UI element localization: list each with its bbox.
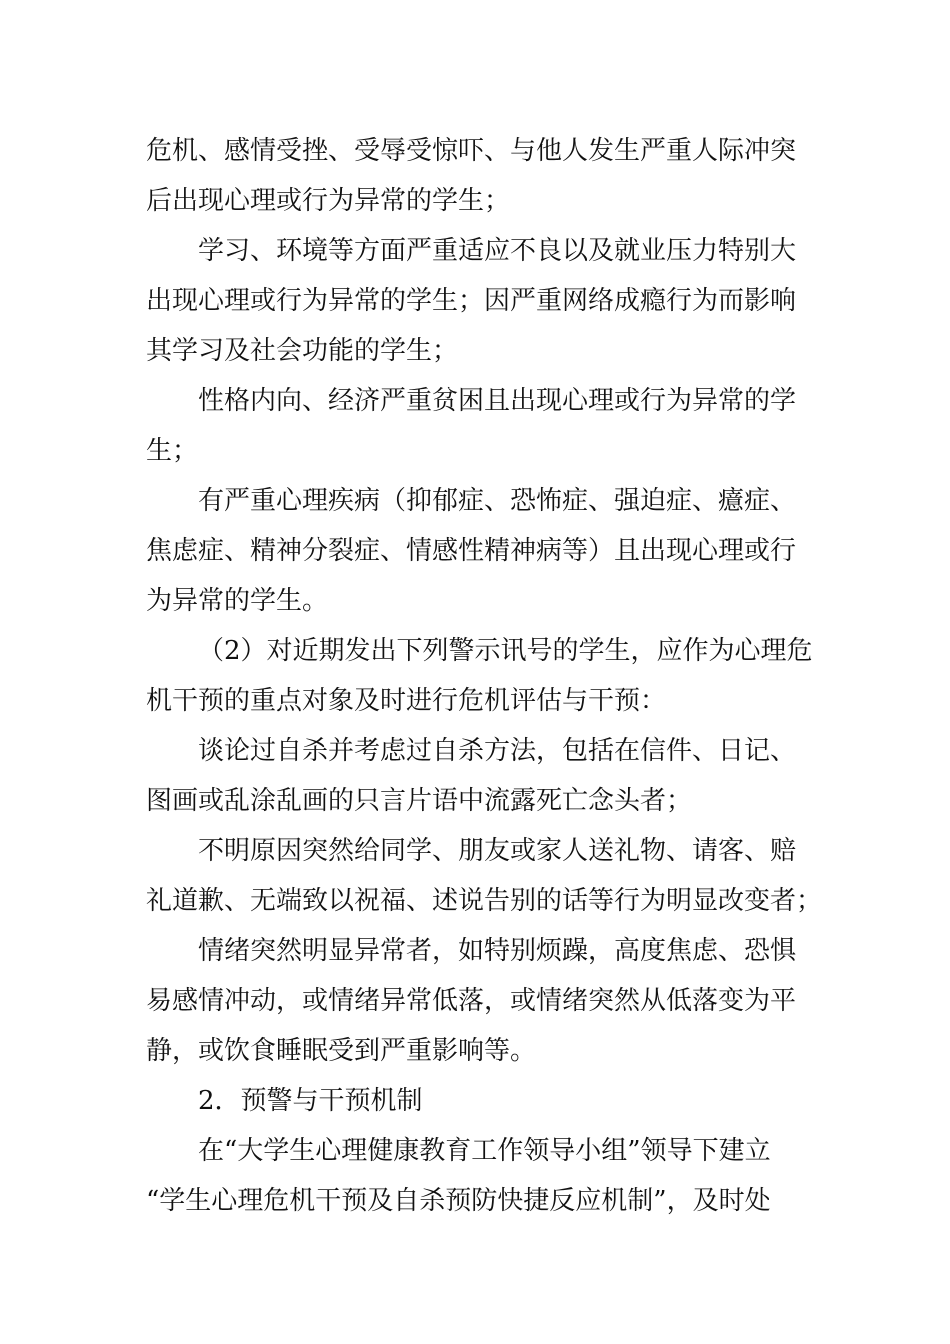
text-line: 机干预的重点对象及时进行危机评估与干预： (146, 686, 667, 716)
text-line: 静，或饮食睡眠受到严重影响等。 (146, 1036, 537, 1066)
text-line: 谈论过自杀并考虑过自杀方法，包括在信件、日记、 (198, 736, 797, 766)
text-line: 焦虑症、精神分裂症、情感性精神病等）且出现心理或行 (146, 536, 797, 566)
text-line: 其学习及社会功能的学生； (146, 336, 459, 366)
text-line: （2）对近期发出下列警示讯号的学生，应作为心理危 (198, 636, 813, 666)
text-line: 不明原因突然给同学、朋友或家人送礼物、请客、赔 (198, 836, 797, 866)
text-line: 易感情冲动，或情绪异常低落，或情绪突然从低落变为平 (146, 986, 797, 1016)
text-line: 后出现心理或行为异常的学生； (146, 186, 511, 216)
text-line: 礼道歉、无端致以祝福、述说告别的话等行为明显改变者； (146, 886, 823, 916)
text-line: 有严重心理疾病（抑郁症、恐怖症、强迫症、癔症、 (198, 486, 797, 516)
text-line: 情绪突然明显异常者，如特别烦躁，高度焦虑、恐惧 (198, 936, 797, 966)
text-line: 生； (146, 436, 199, 466)
text-line: 危机、感情受挫、受辱受惊吓、与他人发生严重人际冲突 (146, 136, 797, 166)
text-line: 出现心理或行为异常的学生；因严重网络成瘾行为而影响 (146, 286, 797, 316)
text-line: “学生心理危机干预及自杀预防快捷反应机制”，及时处 (146, 1186, 771, 1216)
text-line: 图画或乱涂乱画的只言片语中流露死亡念头者； (146, 786, 693, 816)
text-line: 学习、环境等方面严重适应不良以及就业压力特别大 (198, 236, 797, 266)
section-heading: 2．预警与干预机制 (198, 1086, 423, 1116)
text-line: 性格内向、经济严重贫困且出现心理或行为异常的学 (198, 386, 797, 416)
text-line: 为异常的学生。 (146, 586, 329, 616)
text-line: 在“大学生心理健康教育工作领导小组”领导下建立 (198, 1136, 771, 1166)
